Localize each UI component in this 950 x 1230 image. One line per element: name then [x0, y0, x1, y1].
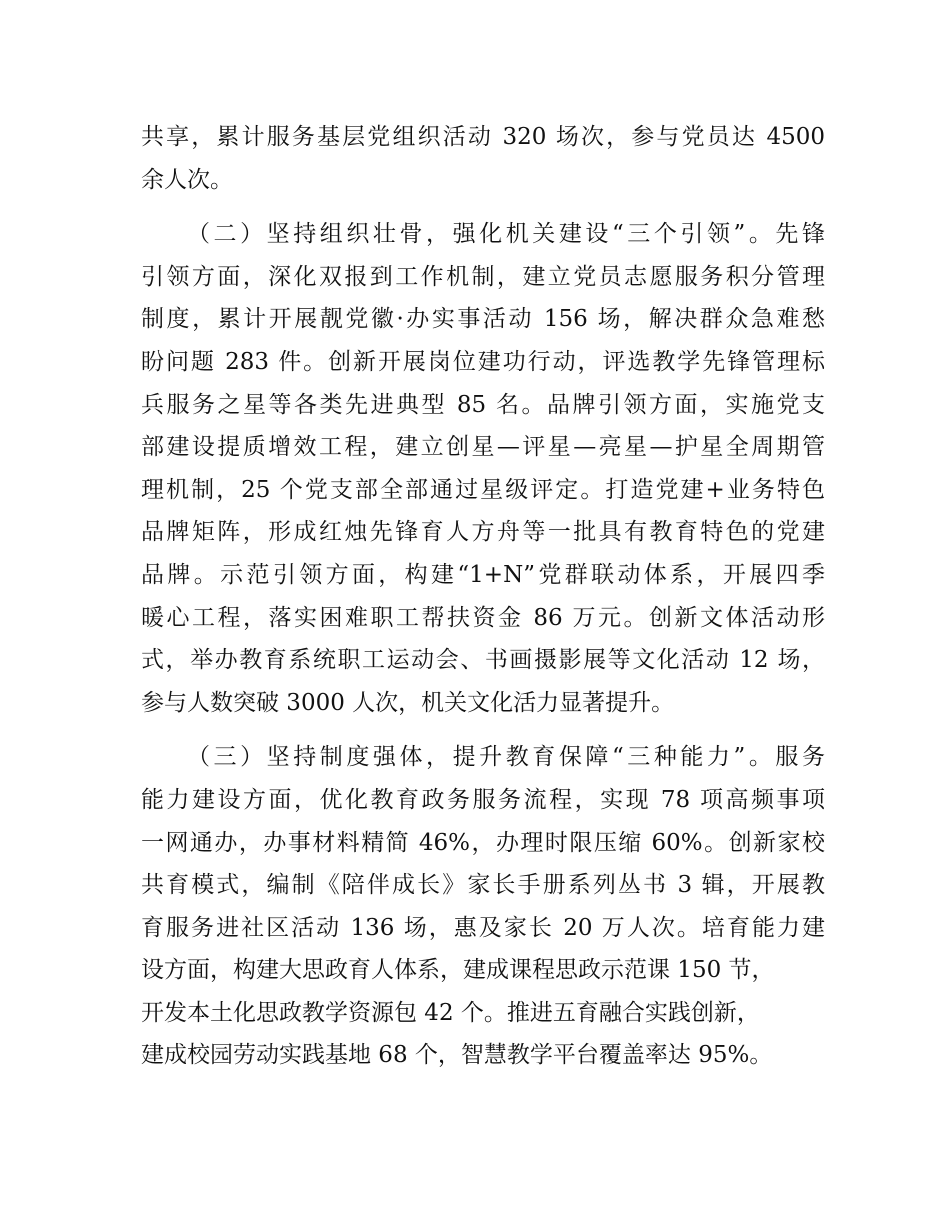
paragraph-gap	[141, 724, 825, 736]
paragraph-continuation	[141, 116, 825, 201]
text-line: 设方面，构建大思政育人体系，建成课程思政示范课 150 节，	[141, 957, 775, 984]
text-line: 建成校园劳动实践基地 68 个，智慧教学平台覆盖率达 95%。	[141, 1042, 773, 1069]
text-line: （三）坚持制度强体，提升教育保障“三种能力”。服务	[187, 744, 825, 771]
text-line: 品牌矩阵，形成红烛先锋育人方舟等一批具有教育特色的党建	[141, 519, 825, 546]
text-line: 引领方面，深化双报到工作机制，建立党员志愿服务积分管理	[141, 263, 825, 290]
text-line: 暖心工程，落实困难职工帮扶资金 86 万元。创新文体活动形	[141, 604, 825, 631]
text-line: 参与人数突破 3000 人次，机关文化活力显著提升。	[141, 689, 675, 716]
text-line: 一网通办，办事材料精简 46%，办理时限压缩 60%。创新家校	[141, 829, 825, 856]
paragraph-section-two	[141, 213, 825, 724]
text-line: 盼问题 283 件。创新开展岗位建功行动，评选教学先锋管理标	[141, 348, 825, 375]
text-line: 共享，累计服务基层党组织活动 320 场次，参与党员达 4500	[141, 124, 825, 150]
paragraph-gap	[141, 201, 825, 213]
text-line: 育服务进社区活动 136 场，惠及家长 20 万人次。培育能力建	[141, 914, 825, 941]
text-line: 部建设提质增效工程，建立创星—评星—亮星—护星全周期管	[141, 434, 825, 461]
text-line: 式，举办教育系统职工运动会、书画摄影展等文化活动 12 场，	[141, 647, 825, 674]
text-line: （二）坚持组织壮骨，强化机关建设“三个引领”。先锋	[187, 221, 825, 248]
text-line: 能力建设方面，优化教育政务服务流程，实现 78 项高频事项	[141, 786, 825, 813]
text-line: 理机制，25 个党支部全部通过星级评定。打造党建+业务特色	[141, 476, 825, 503]
text-line: 余人次。	[141, 166, 233, 193]
paragraph-section-three	[141, 736, 825, 1077]
text-line: 品牌。示范引领方面，构建“1+N”党群联动体系，开展四季	[141, 561, 825, 588]
text-line: 制度，累计开展靓党徽·办实事活动 156 场，解决群众急难愁	[141, 306, 825, 333]
text-line: 兵服务之星等各类先进典型 85 名。品牌引领方面，实施党支	[141, 391, 825, 418]
document-page	[141, 116, 825, 1077]
text-line: 共育模式，编制《陪伴成长》家长手册系列丛书 3 辑，开展教	[141, 872, 825, 899]
text-line: 开发本土化思政教学资源包 42 个。推进五育融合实践创新，	[141, 999, 760, 1026]
